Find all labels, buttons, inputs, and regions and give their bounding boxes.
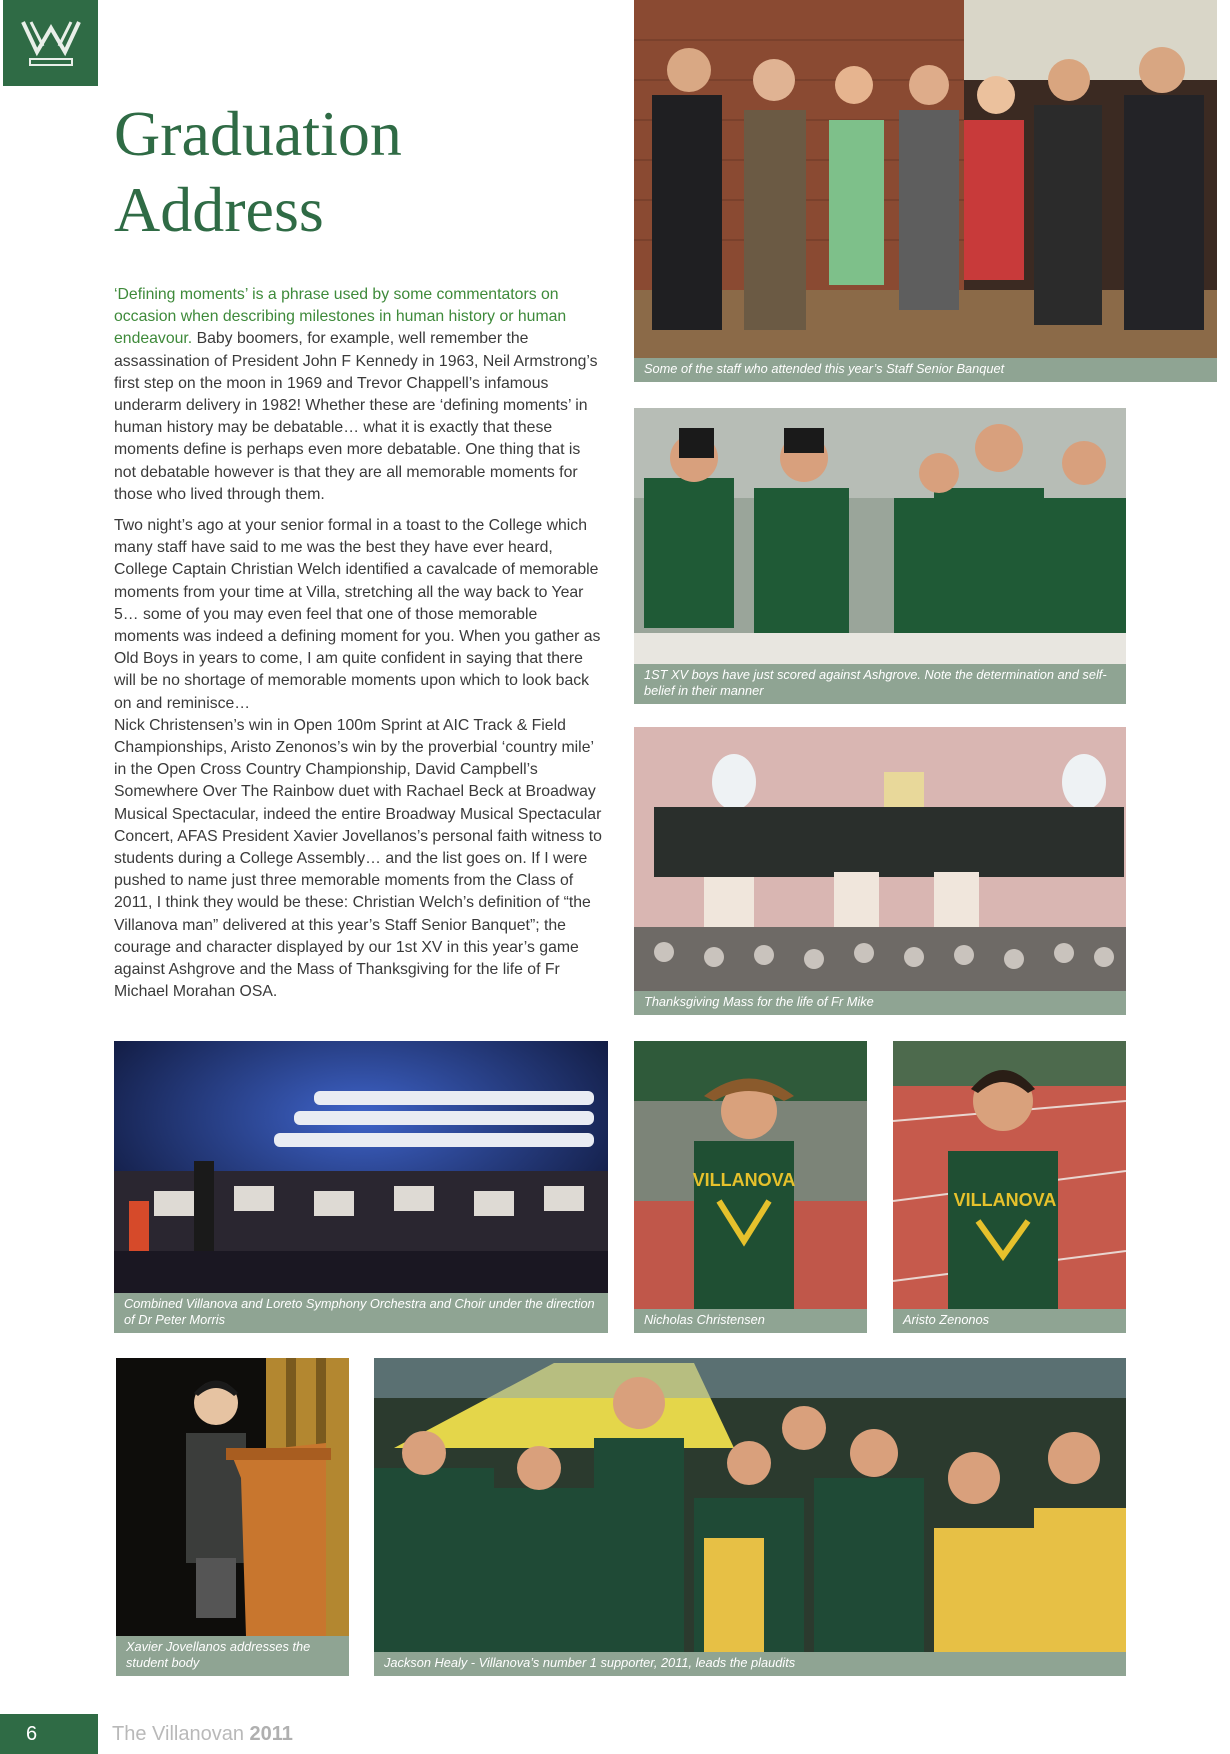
publication-footer: [112, 1714, 293, 1754]
singlet-text-nicholas: VILLANOVA: [692, 1170, 796, 1190]
villanova-crest-icon: [3, 0, 98, 86]
caption-rugby: 1ST XV boys have just scored against Ashgrove. Note the determination and self-belief in their manner: [634, 664, 1126, 704]
caption-jackson: Jackson Healy - Villanova’s number 1 supporter, 2011, leads the plaudits: [374, 1652, 1126, 1676]
rugby-photo: [634, 408, 1126, 664]
page-title: [114, 96, 614, 248]
nicholas-christensen-photo: [634, 1041, 867, 1309]
xavier-jovellanos-photo: [116, 1358, 349, 1636]
publication-year: 2011: [249, 1723, 293, 1745]
article-body: [114, 284, 604, 1013]
jackson-healy-crowd-photo: [374, 1358, 1126, 1652]
publication-name: The Villanovan: [112, 1723, 244, 1745]
caption-orchestra: Combined Villanova and Loreto Symphony Orchestra and Choir under the direction of Dr Peter Morris: [114, 1293, 608, 1333]
lead-rest: Baby boomers, for example, well remember the assassination of President John F Kennedy in 1963, Neil Armstrong’s first step on the moon in 1969 and Trevor Chappell’s infamous underarm delivery in 1982! Whether these are ‘defining moments’ in human history may be debatable… what it is exactly that these moments define is perhaps even more debatable. One thing that is not debatable however is that they are all memorable moments for those who lived through them.: [114, 330, 598, 503]
caption-mass: Thanksgiving Mass for the life of Fr Mike: [634, 991, 1126, 1015]
title-line-2: Address: [114, 174, 324, 245]
aristo-zenonos-photo: [893, 1041, 1126, 1309]
thanksgiving-mass-photo: [634, 727, 1126, 991]
caption-xavier: Xavier Jovellanos addresses the student body: [116, 1636, 349, 1676]
paragraph-3: Nick Christensen’s win in Open 100m Sprint at AIC Track & Field Championships, Aristo Zenonos’s win by the proverbial ‘country mile’ in the Open Cross Country Championship, David Campbell’s Somewhere Over The Rainbow duet with Rachael Beck at Broadway Musical Spectacular, indeed the entire Broadway Musical Spectacular Concert, AFAS President Xavier Jovellanos’s personal faith witness to students during a College Assembly… and the list goes on. If I were pushed to name just three memorable moments from the Class of 2011, I think they would be these: Christian Welch’s definition of “the Villanova man” delivered at this year’s Staff Senior Banquet”; the courage and character displayed by our 1st XV in this year’s game against Ashgrove and the Mass of Thanksgiving for the life of Fr Michael Morahan OSA.: [114, 716, 602, 1001]
title-line-1: Graduation: [114, 98, 402, 169]
singlet-text-aristo: VILLANOVA: [953, 1190, 1057, 1210]
caption-nicholas: Nicholas Christensen: [634, 1309, 867, 1333]
staff-banquet-photo: [634, 0, 1217, 358]
paragraph-1: [114, 284, 604, 506]
caption-aristo: Aristo Zenonos: [893, 1309, 1126, 1333]
paragraph-2: Two night’s ago at your senior formal in a toast to the College which many staff have said to me was the best they have ever heard, College Captain Christian Welch identified a cavalcade of memorable moments from your time at Villa, stretching all the way back to Year 5… some of you may even feel that one of those memorable moments was indeed a defining moment for you. When you gather as Old Boys in years to come, I am quite confident in saying that there will be no shortage of memorable moments upon which to look back on and reminisce…: [114, 517, 601, 712]
page-number: 6: [0, 1714, 98, 1754]
lead-highlight: ‘Defining moments’ is a phrase used by some commentators on occasion when describing milestones in human history or human endeavour.: [114, 286, 567, 348]
caption-staff: Some of the staff who attended this year’s Staff Senior Banquet: [634, 358, 1217, 382]
orchestra-choir-photo: [114, 1041, 608, 1293]
